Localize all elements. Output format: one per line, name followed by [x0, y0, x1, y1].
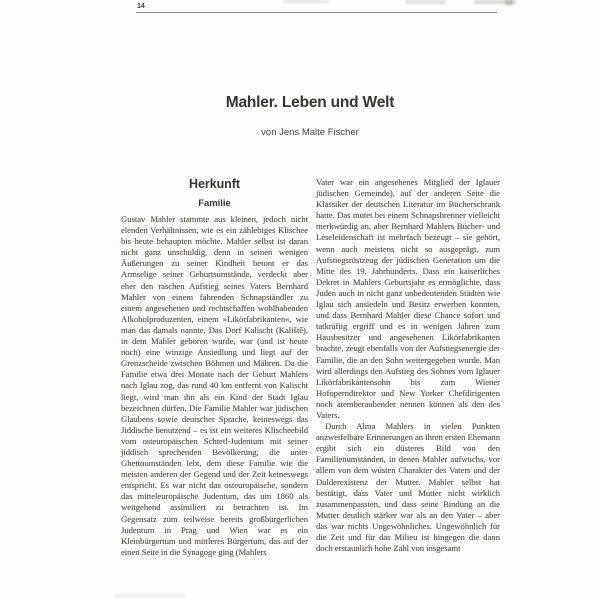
- book-byline: von Jens Malte Fischer: [261, 127, 359, 138]
- left-column: [121, 177, 308, 558]
- section-heading: Herkunft: [189, 177, 240, 191]
- body-paragraph: Durch Alma Mahlers in vielen Punkten anzweifelbare Erinnerungen an ihren ersten Ehemann ergibt sich ein düsteres Bild von den Familienumständen, in denen Mahler aufwuchs, vor allem von dem wüsten Charakter des Vaters und der Dulderexistenz der Mutter. Mahler selbst hat bestätigt, dass Vater und Mutter nicht wirklich zusammenpassten, und dass seine Bindung an die Mutter deutlich stärker war als an den Vater – aber das war nichts Ungewöhnliches. Ungewöhnlich für die Zeit und für das Milieu ist hingegen die dann doch erstaunlich hohe Zahl von insgesamt: [316, 421, 500, 554]
- body-paragraph: Gustav Mahler stammte aus kleinen, jedoch nicht elenden Verhältnissen, wie es ein zählebiges Klischee bis heute behaupten möchte. Mahler selbst ist daran nicht ganz unschuldig, denn in seinen wenigen Äußerungen zu seiner Kindheit betont er das Armselige seiner Geburtsumstände, verdeckt aber eher den raschen Aufstieg seines Vaters Bernhard Mahler von einem fahrenden Schnapständler zu einem angesehenen und rechtschaffen wohlhabenden Alkoholproduzenten, einem »Likörfabrikanten«, wie man das damals nannte. Das Dorf Kalischt (Kaliště), in dem Mahler geboren wurde, war (und ist heute noch) eine winzige Ansiedlung und liegt auf der Grenzscheide zwischen Böhmen und Mähren. Da die Familie etwa drei Monate nach der Geburt Mahlers nach Iglau zog, das rund 40 km entfernt von Kalischt liegt, wird man ihn als ein Kind der Stadt Iglau bezeichnen dürfen. Die Familie Mahler war jüdischen Glaubens sowie deutscher Sprache, keineswegs das Jiddische benutzend – es ist ein weiteres Klischeebild vom osteuropäischen Schtetl-Judentum mit seiner jiddisch sprechenden Bevölkerung, die unter Ghettoumständen lebt, dem diese Familie wie die meisten anderen der Gegend und der Zeit keineswegs entspricht. Es war nicht das osteuropäische, sondern das mitteleuropäische Judentum, das um 1860 als weitgehend assimiliert zu betrachten ist. Im Gegensatz zum teilweise bereits großbürgerlichen Judentum in Prag und Wien war es ein Kleinbürgertum und mittleres Bürgertum, das auf der einen Seite in die Synagoge ging (Mahlers: [121, 214, 308, 557]
- subsection-heading: Familie: [198, 198, 231, 209]
- scan-artifact: [115, 594, 185, 597]
- scan-artifact: [283, 0, 329, 3]
- scan-artifact: [406, 0, 446, 4]
- right-column: [316, 177, 500, 554]
- page-number: 14: [137, 3, 145, 10]
- header-rule: [136, 12, 497, 13]
- scan-artifact: [474, 0, 516, 4]
- book-title: Mahler. Leben und Welt: [225, 94, 395, 111]
- body-paragraph: Vater war ein angesehenes Mitglied der Iglauer jüdischen Gemeinde), auf der anderen Seite die Klassiker der deutschen Literatur im Bücherschrank hatte. Das mutet bei einem Schnapsbrenner vielleicht merkwürdig an, aber Bernhard Mahlers Bücher- und Leseleidenschaft ist mehrfach bezeugt – sie gehört, wenn auch meistens nicht so ausgeprägt, zum Aufstiegsrüstzeug der jüdischen Generation um die Mitte des 19. Jahrhunderts. Dass ein kaiserliches Dekret in Mahlers Geburtsjahr es ermöglichte, dass Juden auch in nicht ganz unbedeutenden Städten wie Iglau sich ansiedeln und Besitz erwerben konnten, und dass Bernhard Mahler diese Chance sofort und tatkräftig ergriff und es in wenigen Jahren zum Hausbesitzer und angesehenen Likörfabrikanten brachte, zeugt ebenfalls von der Aufstiegsenergie der Familie, die an den Sohn weitergegeben wurde. Man wird allerdings den Aufstieg des Sohnes vom Iglauer Likörfabrikantensohn bis zum Wiener Hofoperndirektor und New Yorker Chefdirigenten noch atemberaubender nennen können als den des Vaters.: [316, 177, 500, 420]
- scan-artifact: [505, 0, 513, 5]
